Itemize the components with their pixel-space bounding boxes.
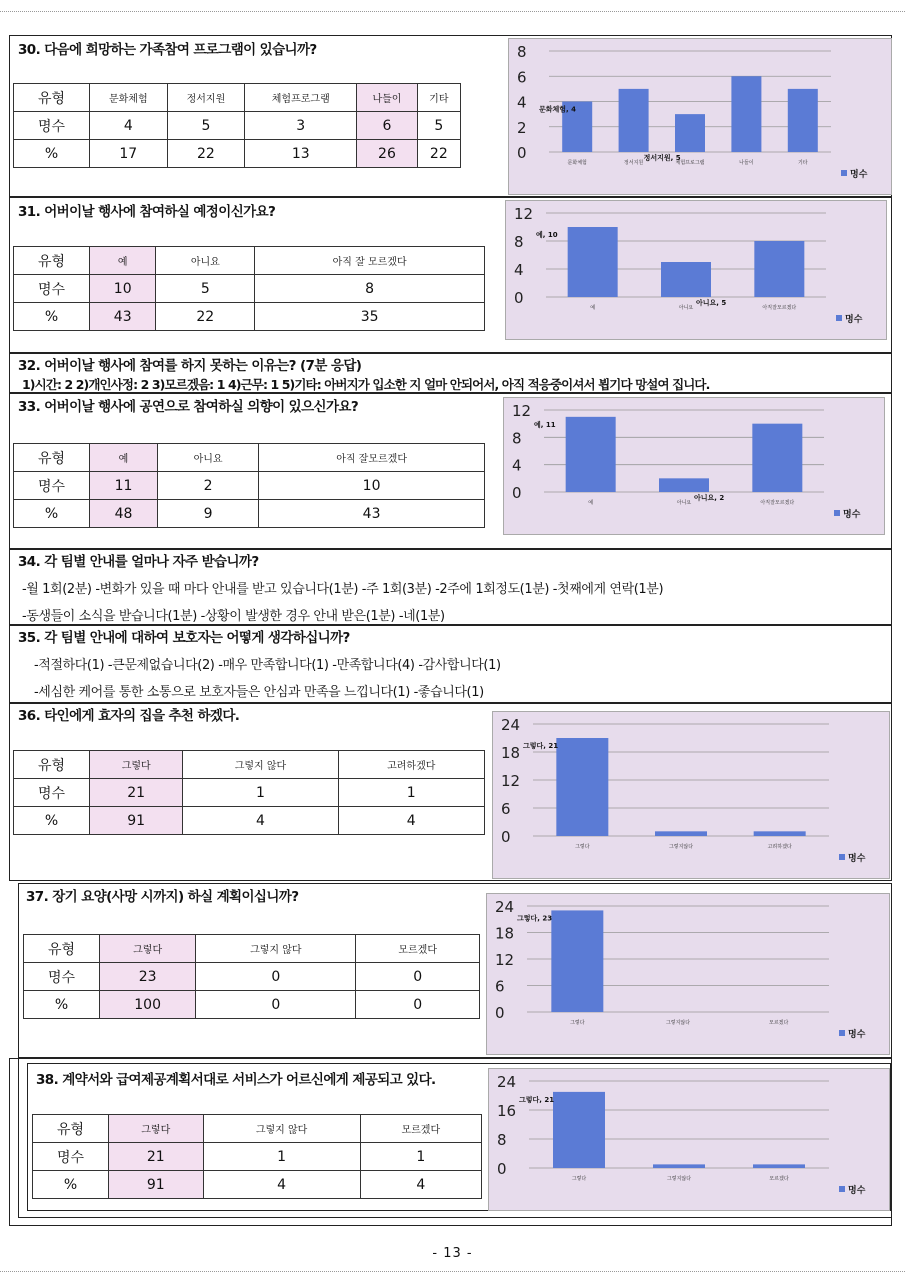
q36-title: 36. 타인에게 효자의 집을 추천 하겠다. (18, 708, 240, 724)
table-cell: 91 (90, 807, 183, 835)
table-row (14, 247, 485, 275)
table-header-cell: 그렇다 (109, 1115, 204, 1143)
x-tick-label: 그렇다 (571, 1176, 587, 1182)
bar (551, 910, 603, 1012)
table-row (14, 807, 485, 835)
x-tick-label: 모르겠다 (769, 1176, 789, 1182)
table-cell: 명수 (14, 112, 90, 140)
q35-line-2: -세심한 케어를 통한 소통으로 보호자들은 안심과 만족을 느낍니다(1) -좋습니다(1) (34, 685, 484, 700)
table-header-cell: 나들이 (357, 84, 417, 112)
y-tick-label: 2 (517, 118, 527, 137)
bar-chart-svg (489, 1069, 889, 1210)
y-tick-label: 12 (501, 772, 521, 790)
table-row (33, 1115, 482, 1143)
table-cell: 23 (100, 963, 196, 991)
bar (659, 478, 709, 492)
table-cell: 22 (167, 140, 245, 168)
x-tick-label: 예 (588, 500, 594, 506)
table-cell: 43 (259, 500, 485, 528)
bar (655, 831, 707, 836)
q37-chart (486, 893, 890, 1055)
x-tick-label: 아직잘모르겠다 (762, 305, 797, 311)
q30-chart (508, 38, 892, 195)
table-cell: 26 (357, 140, 417, 168)
x-tick-label: 아니요 (678, 305, 694, 311)
x-tick-label: 그렇지않다 (668, 844, 694, 850)
table-cell: 35 (255, 303, 485, 331)
q32-answer: 1)시간: 2 2)개인사정: 2 3)모르겠음: 1 4)근무: 1 5)기타: 아버지가 입소한 지 얼마 안되어서, 아직 적응중이셔서 뵙기다 망설여 집니다. (22, 377, 710, 392)
y-tick-label: 4 (514, 261, 524, 279)
bar (653, 1164, 705, 1168)
q38-chart (488, 1068, 890, 1211)
page-number: - 13 - (432, 1246, 473, 1261)
q31-chart (505, 200, 887, 340)
table-header-cell: 모르겠다 (360, 1115, 481, 1143)
table-header-cell: 기타 (417, 84, 460, 112)
table-cell: 5 (167, 112, 245, 140)
table-cell: 6 (357, 112, 417, 140)
y-tick-label: 0 (512, 484, 522, 502)
table-row (24, 991, 480, 1019)
table-row (14, 444, 485, 472)
table-cell: 0 (196, 963, 356, 991)
y-tick-label: 6 (501, 800, 511, 818)
x-tick-label: 그렇다 (570, 1020, 585, 1026)
table-header-cell: 문화체험 (90, 84, 168, 112)
table-row (24, 935, 480, 963)
q34-line-1: -월 1회(2분) -변화가 있을 때 마다 안내를 받고 있습니다(1분) -주 1회(3분) -2주에 1회정도(1분) -첫째에게 연락(1분) (22, 582, 664, 597)
table-cell: 명수 (14, 472, 90, 500)
bar (753, 1164, 805, 1168)
y-tick-label: 8 (512, 429, 522, 448)
table-header-cell: 유형 (24, 935, 100, 963)
q36-table (13, 750, 485, 835)
table-cell: 9 (157, 500, 258, 528)
table-header-cell: 유형 (14, 247, 90, 275)
table-row (14, 779, 485, 807)
q34-title: 34. 각 팀별 안내를 얼마나 자주 받습니까? (18, 554, 259, 570)
table-cell: 100 (100, 991, 196, 1019)
table-cell: % (14, 807, 90, 835)
x-tick-label: 그렇지않다 (665, 1020, 691, 1026)
bar-chart-svg (506, 201, 886, 339)
table-cell: 1 (183, 779, 338, 807)
y-tick-label: 4 (512, 456, 522, 475)
q38-title: 38. 계약서와 급여제공계획서대로 서비스가 어르신에게 제공되고 있다. (36, 1072, 436, 1088)
table-cell: 21 (90, 779, 183, 807)
table-cell: 22 (417, 140, 460, 168)
table-cell: 0 (356, 963, 480, 991)
table-cell: 91 (109, 1171, 204, 1199)
table-header-cell: 유형 (14, 84, 90, 112)
table-header-cell: 그렇지 않다 (196, 935, 356, 963)
bar (619, 89, 649, 152)
bar (661, 262, 711, 297)
table-cell: 21 (109, 1143, 204, 1171)
y-tick-label: 24 (497, 1073, 517, 1091)
table-row (14, 303, 485, 331)
table-header-cell: 유형 (14, 751, 90, 779)
table-cell: 4 (338, 807, 484, 835)
table-cell: 명수 (24, 963, 100, 991)
x-tick-label: 아니요 (676, 500, 692, 506)
y-tick-label: 18 (495, 924, 515, 943)
y-tick-label: 8 (514, 233, 524, 251)
table-cell: 4 (203, 1171, 360, 1199)
y-tick-label: 8 (517, 43, 527, 61)
table-cell: 명수 (33, 1143, 109, 1171)
legend-label: 명수 (850, 170, 868, 180)
y-tick-label: 0 (501, 828, 511, 846)
y-tick-label: 12 (495, 951, 515, 969)
table-header-cell: 그렇다 (100, 935, 196, 963)
table-cell: 17 (90, 140, 168, 168)
x-tick-label: 정서지원 (623, 160, 644, 166)
legend-swatch (839, 1030, 845, 1036)
q37-table (23, 934, 480, 1019)
legend-swatch (841, 170, 847, 176)
x-tick-label: 문화체험 (567, 160, 587, 166)
table-cell: 10 (259, 472, 485, 500)
y-tick-label: 6 (495, 977, 505, 996)
bar-chart-svg (509, 39, 891, 194)
data-label: 예, 10 (536, 231, 558, 239)
q33-title: 33. 어버이날 행사에 공연으로 참여하실 의향이 있으신가요? (18, 399, 359, 415)
table-cell: % (33, 1171, 109, 1199)
table-row (24, 963, 480, 991)
bar-chart-svg (487, 894, 889, 1054)
x-tick-label: 기타 (797, 160, 808, 166)
data-label: 아니요, 5 (696, 299, 727, 307)
data-label: 아니요, 2 (694, 494, 725, 502)
table-header-cell: 정서지원 (167, 84, 245, 112)
table-cell: 4 (183, 807, 338, 835)
table-row (14, 112, 461, 140)
y-tick-label: 18 (501, 744, 521, 762)
y-tick-label: 24 (495, 898, 515, 916)
table-header-cell: 유형 (14, 444, 90, 472)
x-tick-label: 체험프로그램 (675, 160, 705, 166)
table-header-cell: 모르겠다 (356, 935, 480, 963)
table-cell: 22 (156, 303, 255, 331)
table-cell: 1 (338, 779, 484, 807)
table-row (33, 1171, 482, 1199)
y-tick-label: 6 (517, 68, 527, 87)
q32-title: 32. 어버이날 행사에 참여를 하지 못하는 이유는? (7분 응답) (18, 358, 362, 374)
x-tick-label: 그렇지않다 (666, 1176, 692, 1182)
table-cell: 3 (245, 112, 357, 140)
table-cell: 43 (90, 303, 156, 331)
bar (752, 424, 802, 492)
table-cell: 4 (90, 112, 168, 140)
x-tick-label: 나들이 (739, 160, 754, 166)
bar-chart-svg (493, 712, 889, 878)
q34-line-2: -동생들이 소식을 받습니다(1분) -상황이 발생한 경우 안내 받은(1분) -네(1분) (22, 609, 445, 624)
q31-table (13, 246, 485, 331)
bar (675, 114, 705, 152)
bar (788, 89, 818, 152)
table-cell: 0 (196, 991, 356, 1019)
legend-label: 명수 (845, 315, 863, 325)
table-header-cell: 예 (90, 444, 158, 472)
bar (568, 227, 618, 297)
q33-chart (503, 397, 885, 535)
q30-table (13, 83, 461, 168)
table-cell: 8 (255, 275, 485, 303)
table-cell: 48 (90, 500, 158, 528)
y-tick-label: 12 (512, 402, 532, 420)
page-top-rule (0, 11, 905, 12)
y-tick-label: 0 (497, 1160, 507, 1178)
table-header-cell: 유형 (33, 1115, 109, 1143)
bar (556, 738, 608, 836)
bar (566, 417, 616, 492)
data-label: 예, 11 (534, 420, 556, 429)
table-header-cell: 아니요 (157, 444, 258, 472)
bar (754, 241, 804, 297)
table-cell: 10 (90, 275, 156, 303)
table-row (14, 275, 485, 303)
table-cell: 5 (417, 112, 460, 140)
y-tick-label: 24 (501, 716, 521, 734)
y-tick-label: 4 (517, 93, 527, 112)
legend-swatch (839, 854, 845, 860)
q33-table (13, 443, 485, 528)
table-cell: 1 (203, 1143, 360, 1171)
y-tick-label: 0 (517, 144, 527, 162)
data-label: 그렇다, 21 (523, 742, 559, 750)
table-cell: 0 (356, 991, 480, 1019)
table-cell: 11 (90, 472, 158, 500)
table-cell: 1 (360, 1143, 481, 1171)
table-header-cell: 그렇지 않다 (203, 1115, 360, 1143)
table-row (14, 751, 485, 779)
table-cell: % (14, 500, 90, 528)
bar (731, 76, 761, 152)
data-label: 문화체험, 4 (539, 105, 577, 114)
table-row (14, 472, 485, 500)
table-cell: 13 (245, 140, 357, 168)
table-cell: 4 (360, 1171, 481, 1199)
table-header-cell: 고려하겠다 (338, 751, 484, 779)
y-tick-label: 16 (497, 1102, 517, 1120)
y-tick-label: 0 (514, 289, 524, 307)
q35-title: 35. 각 팀별 안내에 대하여 보호자는 어떻게 생각하십니까? (18, 630, 350, 646)
q37-title: 37. 장기 요양(사망 시까지) 하실 계획이십니까? (26, 889, 299, 905)
q38-table (32, 1114, 482, 1199)
legend-label: 명수 (848, 1186, 866, 1196)
legend-swatch (836, 315, 842, 321)
bar-chart-svg (504, 398, 884, 534)
data-label: 그렇다, 21 (519, 1095, 555, 1104)
table-header-cell: 예 (90, 247, 156, 275)
table-header-cell: 그렇지 않다 (183, 751, 338, 779)
table-row (14, 500, 485, 528)
q30-title: 30. 다음에 희망하는 가족참여 프로그램이 있습니까? (18, 42, 317, 58)
data-label: 그렇다, 23 (517, 914, 553, 923)
q35-line-1: -적절하다(1) -큰문제없습니다(2) -매우 만족합니다(1) -만족합니다(4) -감사합니다(1) (34, 658, 501, 673)
table-header-cell: 아니요 (156, 247, 255, 275)
y-tick-label: 12 (514, 205, 534, 223)
legend-label: 명수 (848, 1030, 866, 1040)
table-header-cell: 체험프로그램 (245, 84, 357, 112)
bar (754, 831, 806, 836)
table-cell: % (14, 303, 90, 331)
table-cell: % (14, 140, 90, 168)
x-tick-label: 고려하겠다 (767, 844, 792, 850)
table-cell: 2 (157, 472, 258, 500)
table-row (14, 140, 461, 168)
table-header-cell: 아직 잘모르겠다 (259, 444, 485, 472)
table-row (33, 1143, 482, 1171)
table-header-cell: 아직 잘 모르겠다 (255, 247, 485, 275)
legend-swatch (839, 1186, 845, 1192)
table-cell: 명수 (14, 275, 90, 303)
x-tick-label: 그렇다 (575, 844, 590, 850)
table-cell: 5 (156, 275, 255, 303)
legend-label: 명수 (843, 510, 861, 520)
data-label: 정서지원, 5 (643, 154, 681, 162)
y-tick-label: 8 (497, 1131, 507, 1149)
page-bottom-rule (0, 1271, 905, 1272)
table-header-cell: 그렇다 (90, 751, 183, 779)
table-row (14, 84, 461, 112)
x-tick-label: 예 (590, 305, 596, 311)
q31-title: 31. 어버이날 행사에 참여하실 예정이신가요? (18, 204, 276, 220)
legend-label: 명수 (848, 854, 866, 864)
bar (553, 1092, 605, 1168)
y-tick-label: 0 (495, 1004, 505, 1022)
table-cell: 명수 (14, 779, 90, 807)
legend-swatch (834, 510, 840, 516)
x-tick-label: 아직잘모르겠다 (760, 500, 795, 506)
table-cell: % (24, 991, 100, 1019)
q36-chart (492, 711, 890, 879)
x-tick-label: 모르겠다 (769, 1020, 789, 1026)
